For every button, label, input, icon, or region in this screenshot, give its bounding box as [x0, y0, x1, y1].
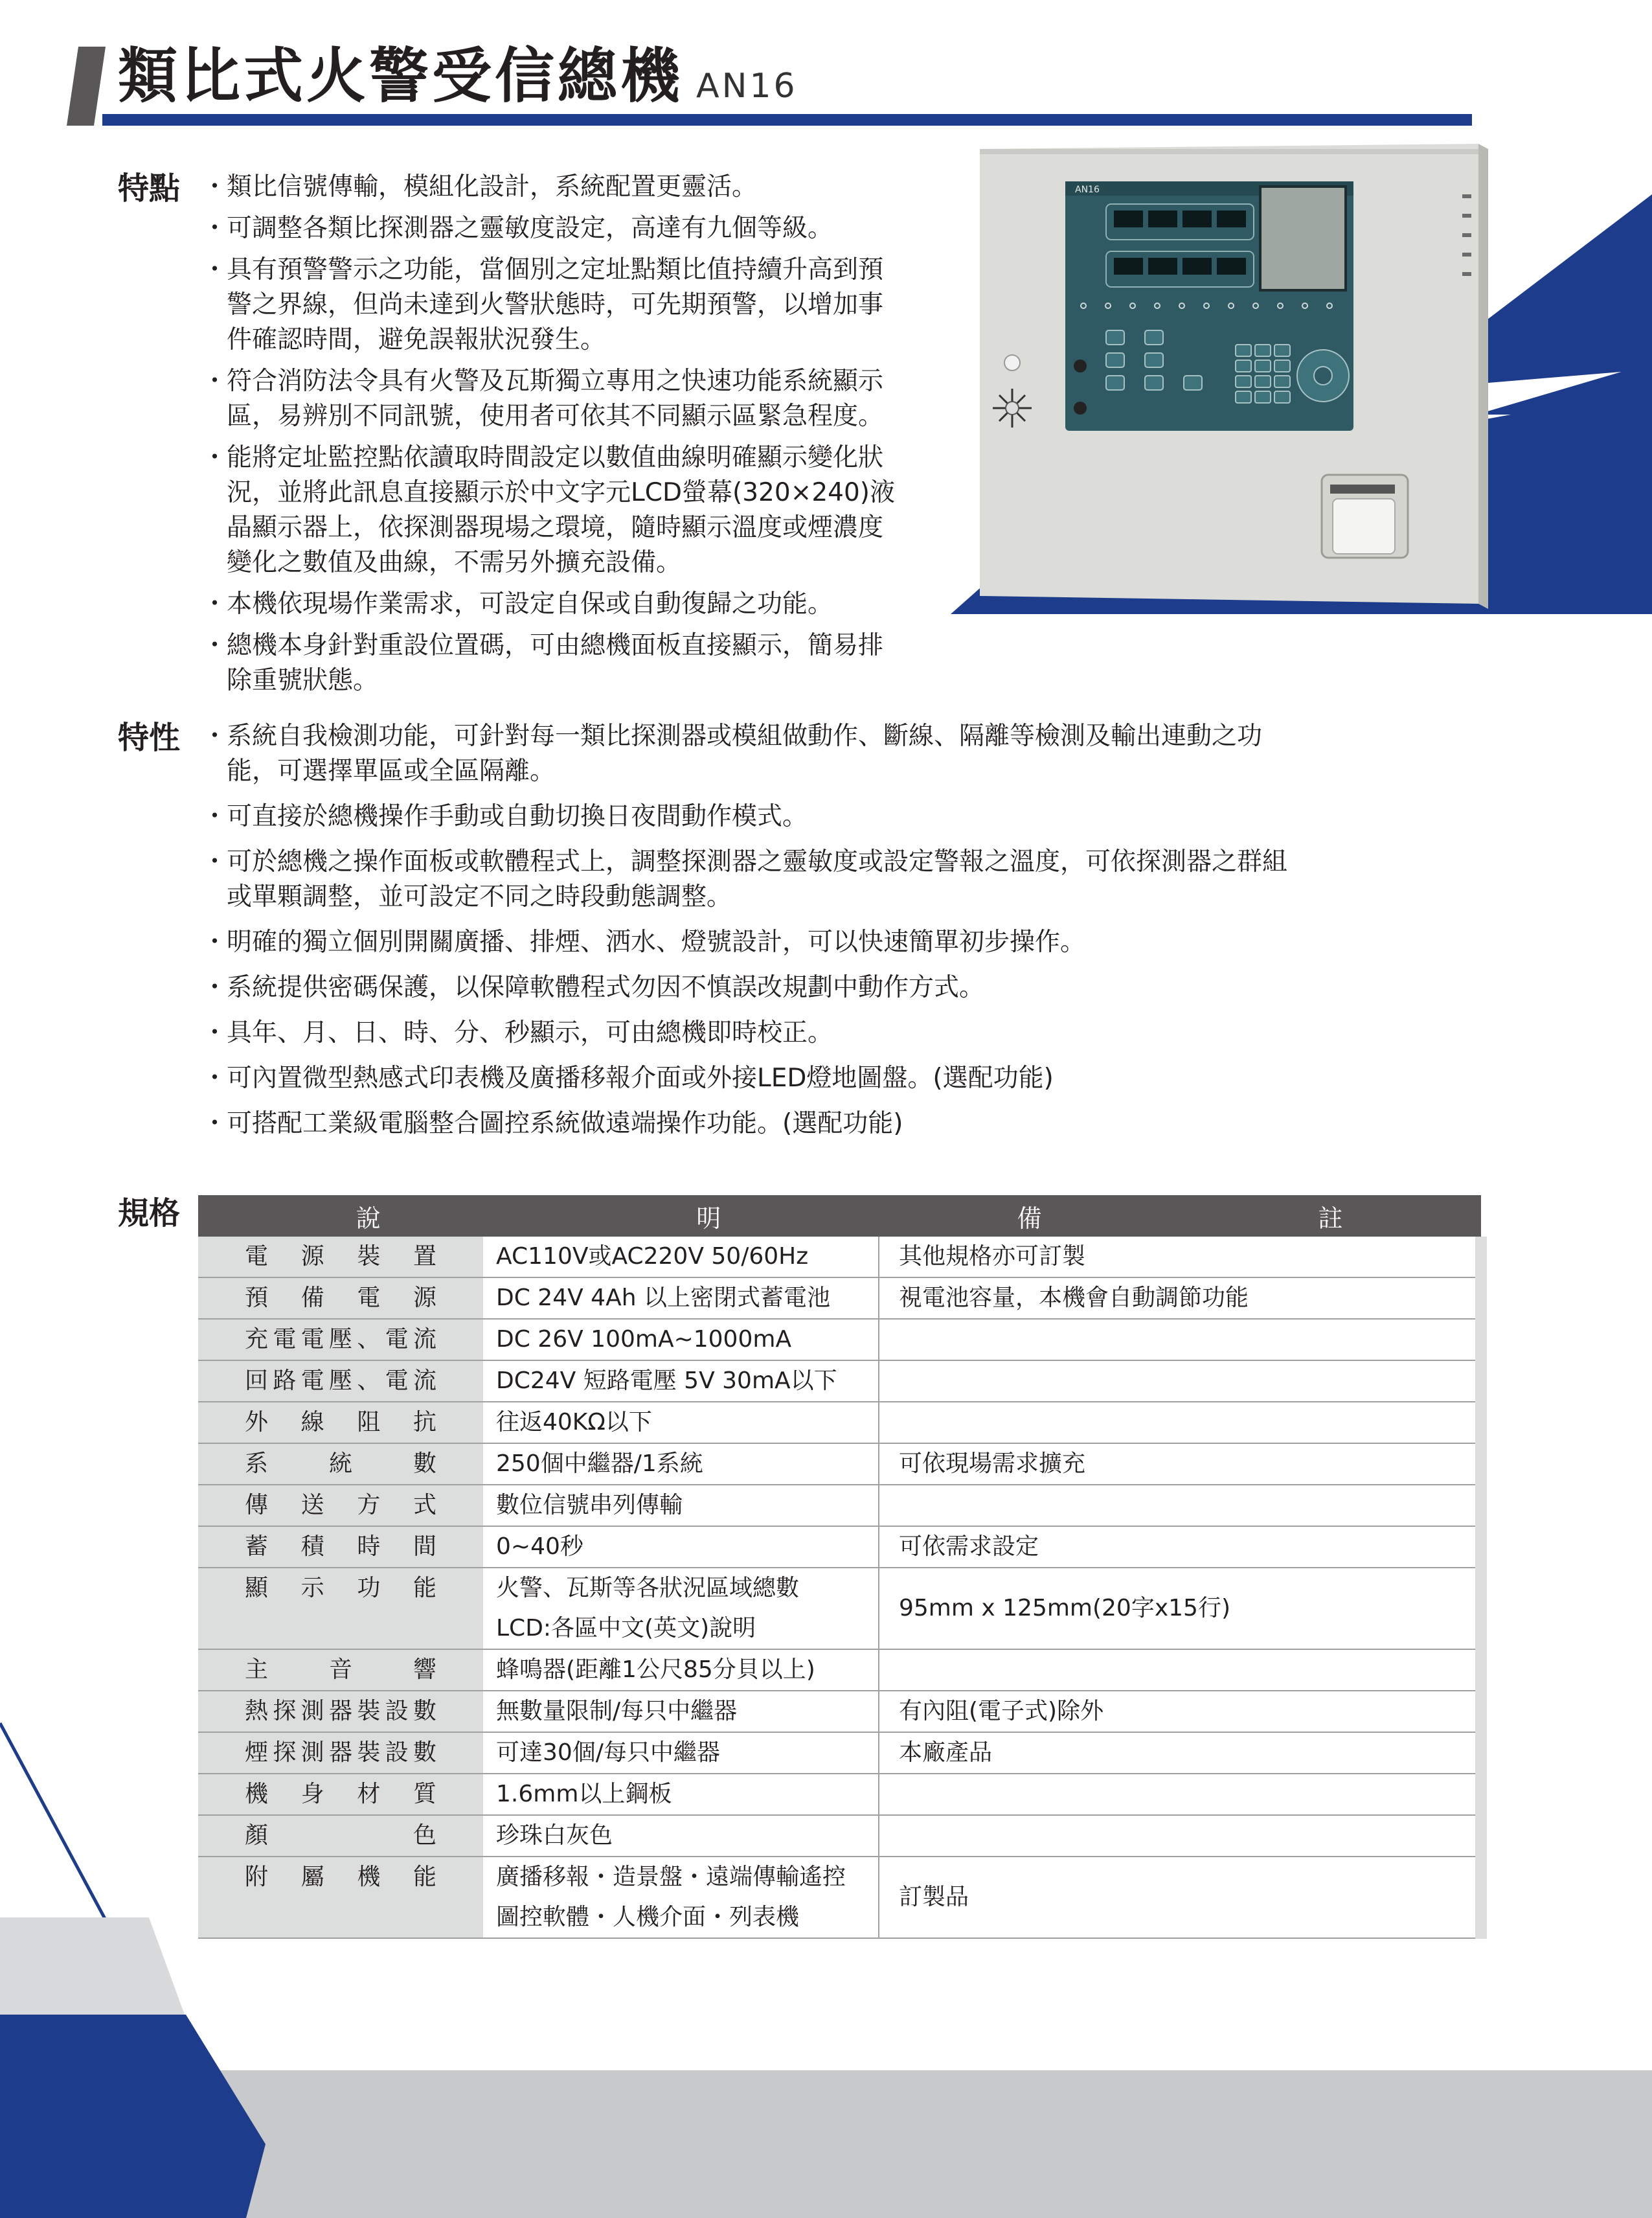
spec-header-description: [198, 1195, 879, 1237]
list-item: ・ 能將定址監控點依讀取時間設定以數值曲線明確顯示變化狀況，並將此訊息直接顯示於中文字元LCD螢幕(320×240)液晶顯示器上，依探測器現場之環境，隨時顯示溫度或煙濃度變化之數值及曲線，不需另外擴充設備。: [202, 443, 895, 577]
spec-value: [483, 1443, 879, 1485]
model-number: AN16: [696, 67, 798, 106]
spec-key: 熱探測器裝設數: [198, 1691, 483, 1732]
spec-value-line: 1.6mm以上鋼板: [496, 1781, 672, 1807]
spec-value: [483, 1526, 879, 1568]
list-item: ・ 可調整各類比探測器之靈敏度設定，高達有九個等級。: [202, 214, 833, 243]
table-row: [198, 1360, 1481, 1402]
header-char: 說: [356, 1204, 381, 1233]
spec-key: 附屬機能: [198, 1857, 483, 1938]
traits-label: 特性: [118, 720, 181, 756]
spec-note: 有內阻(電子式)除外: [879, 1691, 1481, 1732]
spec-value: [483, 1815, 879, 1857]
header-rule: [102, 114, 1472, 126]
spec-value: [483, 1774, 879, 1815]
features-list: [202, 170, 905, 705]
features-label: 特點: [118, 170, 181, 207]
spec-value-line: LCD:各區中文(英文)說明: [496, 1615, 756, 1641]
header-char: 註: [1318, 1204, 1343, 1233]
list-item: ・ 本機依現場作業需求，可設定自保或自動復歸之功能。: [202, 589, 833, 619]
spec-note: [879, 1319, 1481, 1360]
table-row: [198, 1402, 1481, 1443]
list-item: ・ 系統提供密碼保護，以保障軟體程式勿因不慎誤改規劃中動作方式。: [202, 973, 985, 1002]
spec-note: 訂製品: [879, 1857, 1481, 1938]
panel-brand-text: AN16: [1075, 185, 1100, 195]
spec-key: 系統數: [198, 1443, 483, 1485]
header-char: 明: [696, 1204, 721, 1233]
spec-key: 機身材質: [198, 1774, 483, 1815]
spec-key: 主音響: [198, 1649, 483, 1691]
list-item: ・ 符合消防法令具有火警及瓦斯獨立專用之快速功能系統顯示區，易辨別不同訊號，使用者可依其不同顯示區緊急程度。: [202, 367, 884, 431]
table-row: [198, 1237, 1481, 1277]
spec-note: [879, 1360, 1481, 1402]
spec-key: 回路電壓、電流: [198, 1360, 483, 1402]
spec-key: 煙探測器裝設數: [198, 1732, 483, 1774]
list-item: ・ 總機本身針對重設位置碼，可由總機面板直接顯示，簡易排除重號狀態。: [202, 631, 884, 695]
table-row: [198, 1526, 1481, 1568]
list-item: ・ 可於總機之操作面板或軟體程式上，調整探測器之靈敏度或設定警報之溫度，可依探測器之群組或單顆調整，並可設定不同之時段動態調整。: [202, 847, 1288, 911]
spec-note: [879, 1485, 1481, 1526]
table-row: [198, 1568, 1481, 1649]
spec-value-line: 數位信號串列傳輸: [496, 1492, 683, 1518]
spec-value: [483, 1732, 879, 1774]
spec-value: [483, 1402, 879, 1443]
spec-note: 可依需求設定: [879, 1526, 1481, 1568]
list-item: ・ 系統自我檢測功能，可針對每一類比探測器或模組做動作、斷線、隔離等檢測及輸出連動之功能，可選擇單區或全區隔離。: [202, 722, 1263, 786]
spec-note: 95mm x 125mm(20字x15行): [879, 1568, 1481, 1649]
list-item: ・ 可搭配工業級電腦整合圖控系統做遠端操作功能。(選配功能): [202, 1109, 903, 1138]
spec-value-line: 火警、瓦斯等各狀況區域總數: [496, 1575, 800, 1601]
title-accent-mark: [67, 47, 106, 126]
spec-value-line: 蜂鳴器(距離1公尺85分貝以上): [496, 1656, 815, 1683]
spec-note: 本廠產品: [879, 1732, 1481, 1774]
spec-key: 顯示功能: [198, 1568, 483, 1649]
spec-value: [483, 1277, 879, 1319]
spec-note: 其他規格亦可訂製: [879, 1237, 1481, 1277]
spec-value-line: 圖控軟體・人機介面・列表機: [496, 1904, 800, 1930]
spec-value-line: 250個中繼器/1系統: [496, 1450, 703, 1477]
table-row: [198, 1485, 1481, 1526]
spec-value: [483, 1857, 879, 1938]
spec-note: 可依現場需求擴充: [879, 1443, 1481, 1485]
table-row: [198, 1649, 1481, 1691]
spec-header-row: [198, 1195, 1481, 1237]
spec-key: 預備電源: [198, 1277, 483, 1319]
spec-key: 傳送方式: [198, 1485, 483, 1526]
table-row: [198, 1277, 1481, 1319]
spec-value-line: DC 24V 4Ah 以上密閉式蓄電池: [496, 1285, 830, 1311]
spec-value-line: DC24V 短路電壓 5V 30mA以下: [496, 1367, 837, 1394]
list-item: ・ 明確的獨立個別開關廣播、排煙、洒水、燈號設計，可以快速簡單初步操作。: [202, 928, 1086, 957]
spec-key: 充電電壓、電流: [198, 1319, 483, 1360]
spec-key: 外線阻抗: [198, 1402, 483, 1443]
spec-note: 視電池容量，本機會自動調節功能: [879, 1277, 1481, 1319]
table-row: [198, 1691, 1481, 1732]
spec-value-line: 珍珠白灰色: [496, 1822, 613, 1849]
table-row: [198, 1815, 1481, 1857]
list-item: ・ 類比信號傳輸，模組化設計，系統配置更靈活。: [202, 172, 758, 201]
spec-value-line: 廣播移報・造景盤・遠端傳輸遙控: [496, 1864, 846, 1890]
spec-value: [483, 1568, 879, 1649]
page-title: 類比式火警受信總機: [118, 41, 684, 111]
table-row: [198, 1857, 1481, 1938]
spec-note: [879, 1402, 1481, 1443]
spec-value: [483, 1485, 879, 1526]
spec-header-note: [879, 1195, 1481, 1237]
spec-value: [483, 1691, 879, 1732]
spec-key: 電源裝置: [198, 1237, 483, 1277]
spec-table: [198, 1195, 1487, 1939]
list-item: ・ 可內置微型熱感式印表機及廣播移報介面或外接LED燈地圖盤。(選配功能): [202, 1064, 1054, 1093]
spec-value: [483, 1649, 879, 1691]
table-row: [198, 1732, 1481, 1774]
spec-value-line: 0~40秒: [496, 1533, 583, 1560]
spec-value: [483, 1360, 879, 1402]
table-row: [198, 1443, 1481, 1485]
spec-value: [483, 1319, 879, 1360]
spec-value-line: 無數量限制/每只中繼器: [496, 1698, 738, 1724]
spec-value-line: 往返40KΩ以下: [496, 1409, 652, 1435]
spec-value-line: 可達30個/每只中繼器: [496, 1739, 720, 1766]
spec-label: 規格: [118, 1195, 181, 1231]
spec-note: [879, 1649, 1481, 1691]
header-char: 備: [1017, 1204, 1042, 1233]
table-row: [198, 1774, 1481, 1815]
list-item: ・ 具有預警警示之功能，當個別之定址點類比值持續升高到預警之界線，但尚未達到火警狀態時，可先期預警，以增加事件確認時間，避免誤報狀況發生。: [202, 255, 884, 354]
spec-value-line: AC110V或AC220V 50/60Hz: [496, 1243, 809, 1270]
spec-key: 蓄積時間: [198, 1526, 483, 1568]
traits-list: [202, 719, 1290, 1148]
table-row: [198, 1319, 1481, 1360]
spec-note: [879, 1774, 1481, 1815]
spec-value: [483, 1237, 879, 1277]
spec-key: 顏色: [198, 1815, 483, 1857]
spec-value-line: DC 26V 100mA~1000mA: [496, 1326, 792, 1353]
list-item: ・ 具年、月、日、時、分、秒顯示，可由總機即時校正。: [202, 1018, 833, 1047]
product-photo: [951, 130, 1652, 635]
list-item: ・ 可直接於總機操作手動或自動切換日夜間動作模式。: [202, 802, 808, 831]
spec-note: [879, 1815, 1481, 1857]
